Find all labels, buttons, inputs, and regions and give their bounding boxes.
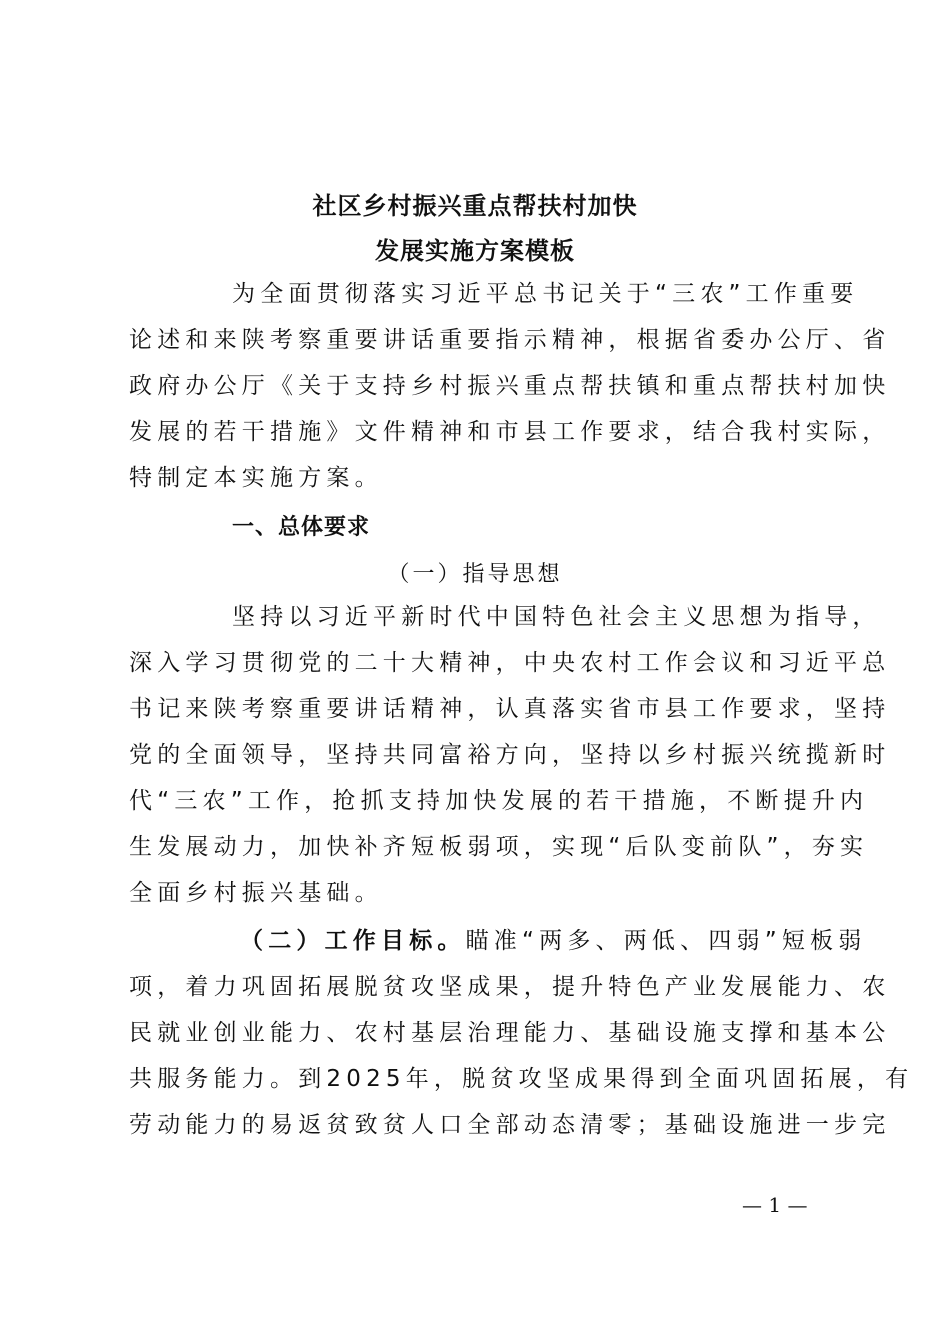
goal-line: 民就业创业能力、农村基层治理能力、基础设施支撑和基本公 — [129, 1020, 891, 1046]
goal-line: 项，着力巩固拓展脱贫攻坚成果，提升特色产业发展能力、农 — [129, 974, 891, 1000]
guiding-line: 书记来陕考察重要讲话精神，认真落实省市县工作要求，坚持 — [129, 696, 891, 722]
document-title-line-2: 发展实施方案模板 — [375, 236, 575, 265]
goal-line: 劳动能力的易返贫致贫人口全部动态清零；基础设施进一步完 — [129, 1112, 891, 1138]
guiding-line: 代“三农”工作，抢抓支持加快发展的若干措施，不断提升内 — [129, 788, 869, 814]
guiding-line: 深入学习贯彻党的二十大精神，中央农村工作会议和习近平总 — [129, 650, 891, 676]
intro-line: 特制定本实施方案。 — [129, 465, 383, 491]
subsection-label: （二）工作目标。 — [240, 928, 466, 954]
goal-text: 瞄准“两多、两低、四弱”短板弱 — [465, 928, 867, 954]
intro-line: 发展的若干措施》文件精神和市县工作要求，结合我村实际， — [129, 419, 891, 445]
section-heading: 一、总体要求 — [232, 515, 371, 540]
goal-line: 共服务能力。到2025年，脱贫攻坚成果得到全面巩固拓展，有 — [129, 1066, 914, 1092]
goal-line — [240, 926, 867, 956]
guiding-line: 党的全面领导，坚持共同富裕方向，坚持以乡村振兴统揽新时 — [129, 742, 891, 768]
intro-line: 论述和来陕考察重要讲话重要指示精神，根据省委办公厅、省 — [129, 327, 891, 353]
document-title-line-1: 社区乡村振兴重点帮扶村加快 — [312, 191, 638, 220]
intro-line: 政府办公厅《关于支持乡村振兴重点帮扶镇和重点帮扶村加快 — [129, 373, 891, 399]
subsection-heading: （一）指导思想 — [387, 562, 563, 587]
intro-line: 为全面贯彻落实习近平总书记关于“三农”工作重要 — [232, 281, 859, 307]
guiding-line: 坚持以习近平新时代中国特色社会主义思想为指导， — [232, 604, 881, 630]
page-number: — 1 — — [742, 1193, 808, 1217]
guiding-line: 全面乡村振兴基础。 — [129, 880, 383, 906]
guiding-line: 生发展动力，加快补齐短板弱项，实现“后队变前队”，夯实 — [129, 834, 869, 860]
